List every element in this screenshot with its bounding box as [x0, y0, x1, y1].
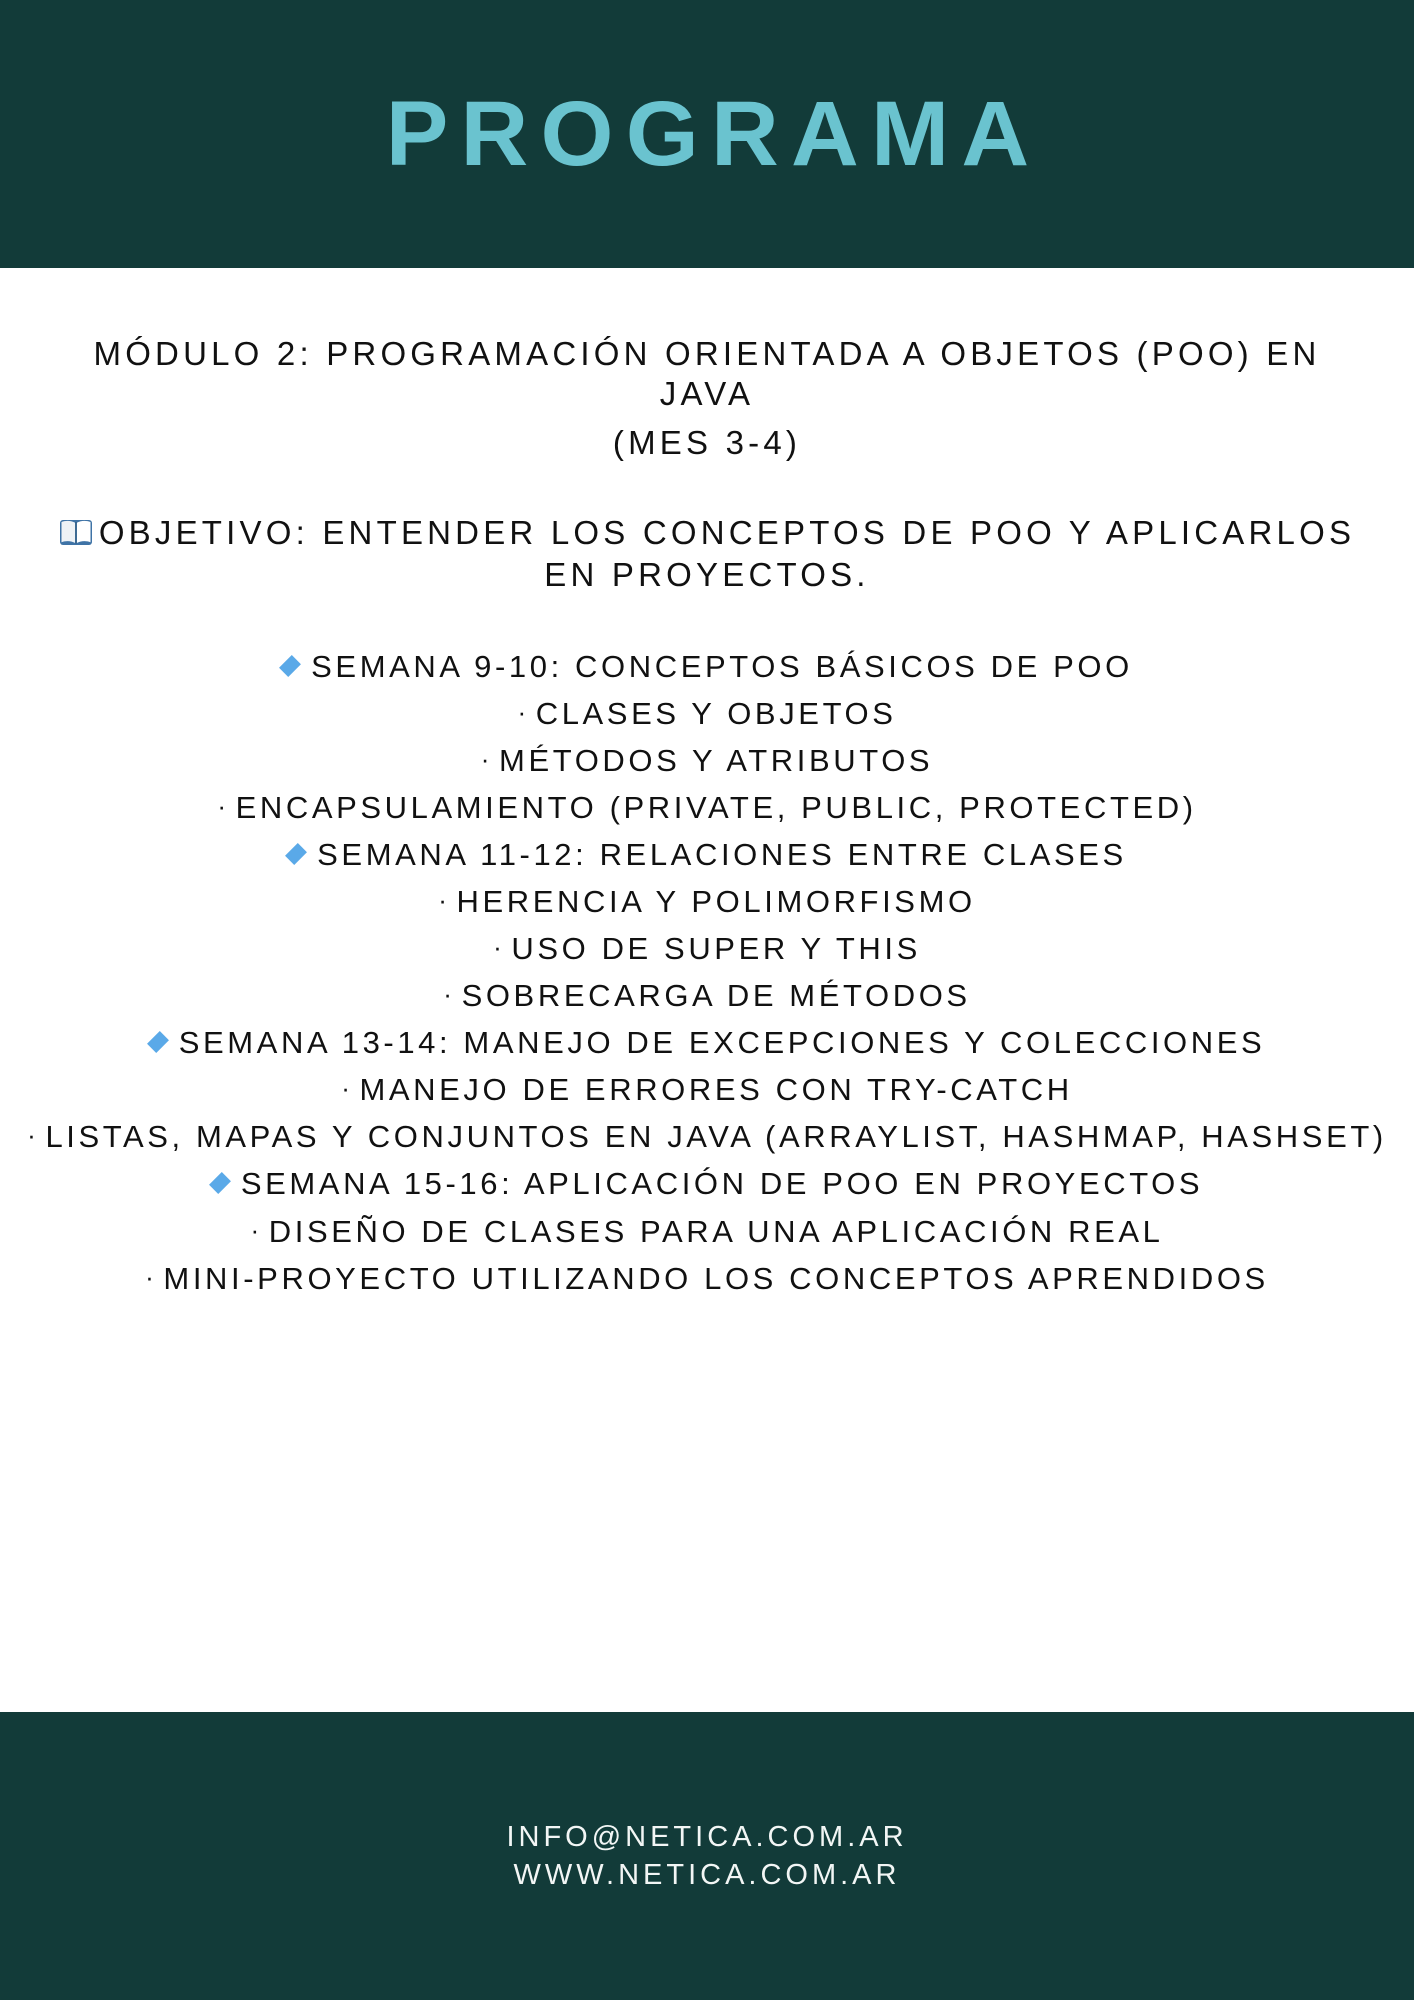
- dot-bullet-icon: ·: [438, 885, 451, 916]
- objective-line: [27, 513, 1387, 595]
- blue-diamond-icon: [209, 1173, 231, 1195]
- dot-bullet-icon: ·: [27, 1120, 40, 1151]
- objective-text: OBJETIVO: ENTENDER LOS CONCEPTOS DE POO Y APLICARLOS EN PROYECTOS.: [98, 513, 1356, 594]
- module-title: MÓDULO 2: PROGRAMACIÓN ORIENTADA A OBJETOS (POO) EN JAVA: [93, 335, 1321, 412]
- blue-diamond-icon: [285, 843, 307, 865]
- outline-list: [23, 647, 1391, 1298]
- outline-week-item: [23, 1164, 1391, 1203]
- dot-bullet-icon: ·: [217, 791, 230, 822]
- outline-sub-item: [23, 788, 1391, 827]
- dot-bullet-icon: ·: [443, 979, 456, 1010]
- page-title: PROGRAMA: [385, 83, 1041, 185]
- outline-item-label: HERENCIA Y POLIMORFISMO: [456, 884, 976, 920]
- outline-sub-item: [23, 1259, 1391, 1298]
- outline-sub-item: [23, 882, 1391, 921]
- outline-item-label: CLASES Y OBJETOS: [535, 696, 897, 732]
- footer-email[interactable]: INFO@NETICA.COM.AR: [506, 1820, 908, 1853]
- outline-sub-item: [23, 694, 1391, 733]
- outline-week-item: [23, 835, 1391, 874]
- dot-bullet-icon: ·: [480, 744, 494, 775]
- dot-bullet-icon: ·: [145, 1261, 158, 1292]
- outline-item-label: USO DE SUPER Y THIS: [511, 931, 921, 967]
- outline-item-label: SOBRECARGA DE MÉTODOS: [461, 978, 971, 1014]
- footer-banner: [0, 1712, 1414, 2000]
- outline-sub-item: [23, 1117, 1391, 1156]
- outline-week-item: [23, 1023, 1391, 1062]
- footer-website[interactable]: WWW.NETICA.COM.AR: [513, 1859, 901, 1891]
- outline-sub-item: [23, 741, 1391, 780]
- dot-bullet-icon: ·: [517, 697, 530, 728]
- module-subtitle: (MES 3-4): [612, 424, 802, 462]
- outline-sub-item: [23, 976, 1391, 1015]
- content-area: [0, 268, 1414, 1712]
- header-banner: [0, 0, 1414, 268]
- outline-item-label: SEMANA 9-10: CONCEPTOS BÁSICOS DE POO: [311, 648, 1133, 684]
- blue-diamond-icon: [147, 1031, 169, 1053]
- module-heading-block: [18, 334, 1396, 463]
- outline-item-label: DISEÑO DE CLASES PARA UNA APLICACIÓN REAL: [268, 1213, 1164, 1249]
- blue-diamond-icon: [279, 655, 301, 677]
- outline-item-label: SEMANA 13-14: MANEJO DE EXCEPCIONES Y COLECCIONES: [178, 1025, 1266, 1061]
- outline-item-label: SEMANA 15-16: APLICACIÓN DE POO EN PROYECTOS: [240, 1166, 1204, 1202]
- dot-bullet-icon: ·: [493, 932, 506, 963]
- outline-item-label: MÉTODOS Y ATRIBUTOS: [499, 743, 934, 779]
- outline-item-label: SEMANA 11-12: RELACIONES ENTRE CLASES: [317, 837, 1127, 873]
- outline-week-item: [23, 647, 1391, 686]
- outline-item-label: ENCAPSULAMIENTO (PRIVATE, PUBLIC, PROTECTED): [235, 790, 1197, 826]
- outline-item-label: LISTAS, MAPAS Y CONJUNTOS EN JAVA (ARRAYLIST, HASHMAP, HASHSET): [45, 1119, 1387, 1155]
- outline-sub-item: [23, 1070, 1391, 1109]
- outline-sub-item: [23, 1212, 1391, 1251]
- dot-bullet-icon: ·: [341, 1073, 354, 1104]
- outline-item-label: MANEJO DE ERRORES CON TRY-CATCH: [359, 1072, 1073, 1108]
- outline-sub-item: [23, 929, 1391, 968]
- outline-item-label: MINI-PROYECTO UTILIZANDO LOS CONCEPTOS APRENDIDOS: [163, 1260, 1269, 1296]
- open-book-icon: [59, 516, 93, 556]
- dot-bullet-icon: ·: [250, 1214, 263, 1245]
